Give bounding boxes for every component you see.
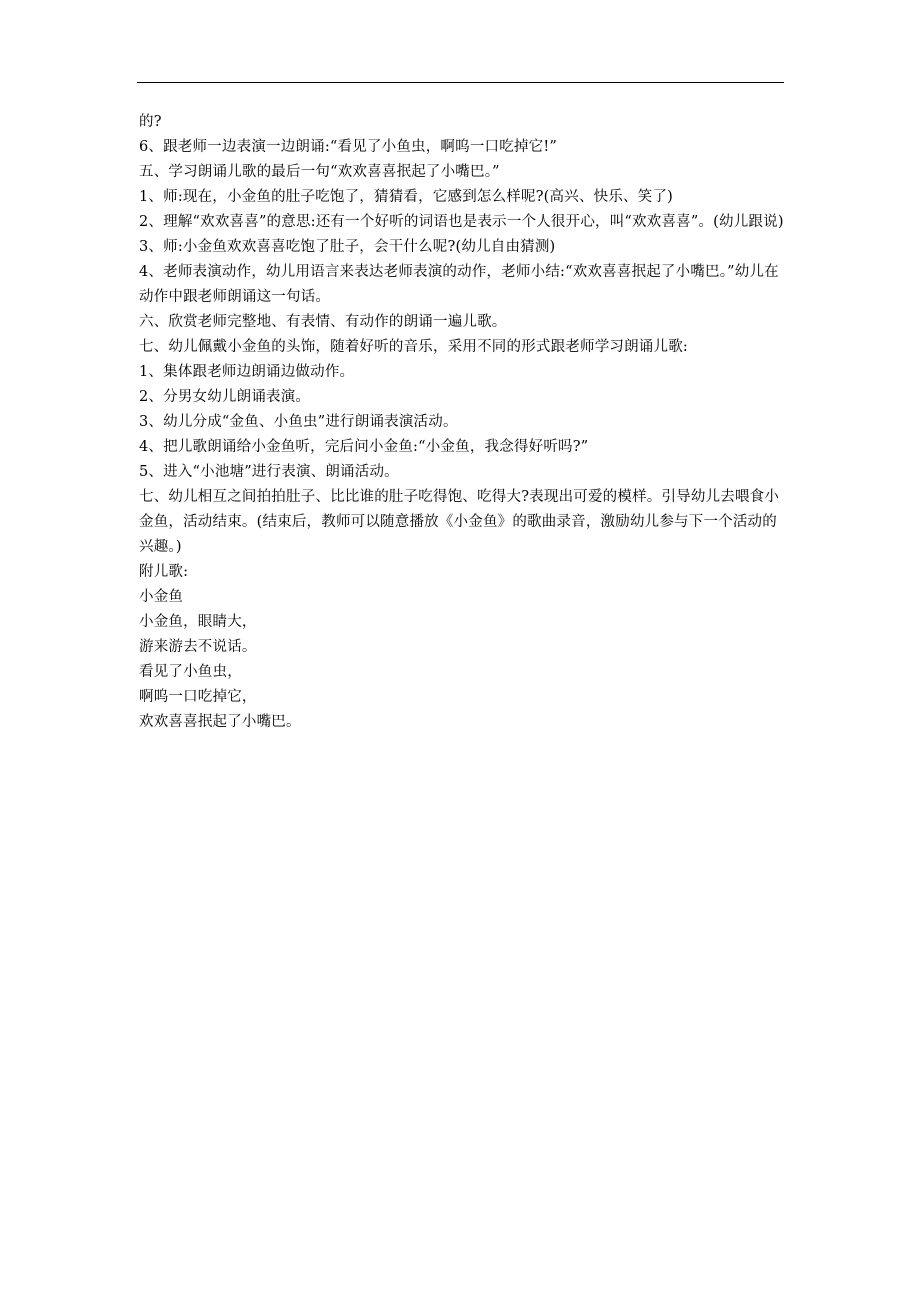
paragraph: 4、老师表演动作，幼儿用语言来表达老师表演的动作，老师小结:“欢欢喜喜抿起了小嘴巴。”幼儿在动作中跟老师朗诵这一句话。 (139, 264, 779, 305)
paragraph: 1、师:现在，小金鱼的肚子吃饱了，猜猜看，它感到怎么样呢?(高兴、快乐、笑了) (139, 189, 673, 205)
appendix-label: 附儿歌: (139, 564, 189, 580)
paragraph: 3、师:小金鱼欢欢喜喜吃饱了肚子，会干什么呢?(幼儿自由猜测) (139, 239, 556, 255)
paragraph: 4、把儿歌朗诵给小金鱼听，完后问小金鱼:“小金鱼，我念得好听吗?” (139, 439, 589, 455)
paragraph: 6、跟老师一边表演一边朗诵:“看见了小鱼虫，啊呜一口吃掉它!” (139, 139, 557, 155)
section-heading: 五、学习朗诵儿歌的最后一句“欢欢喜喜抿起了小嘴巴。” (139, 164, 500, 180)
paragraph: 2、理解“欢欢喜喜”的意思:还有一个好听的词语也是表示一个人很开心，叫“欢欢喜喜”。(幼儿跟说) (139, 214, 784, 230)
poem-line: 小金鱼，眼睛大， (139, 614, 257, 630)
header-divider (137, 82, 784, 83)
poem-line: 看见了小鱼虫， (139, 664, 242, 680)
poem-title: 小金鱼 (139, 589, 184, 605)
section-heading: 七、幼儿佩戴小金鱼的头饰，随着好听的音乐，采用不同的形式跟老师学习朗诵儿歌: (139, 339, 688, 355)
poem-line: 游来游去不说话。 (139, 639, 257, 655)
poem-line: 欢欢喜喜抿起了小嘴巴。 (139, 714, 301, 730)
paragraph: 1、集体跟老师边朗诵边做动作。 (139, 364, 355, 380)
section-heading: 六、欣赏老师完整地、有表情、有动作的朗诵一遍儿歌。 (139, 314, 507, 330)
poem-line: 啊呜一口吃掉它， (139, 689, 257, 705)
paragraph: 5、进入“小池塘”进行表演、朗诵活动。 (139, 464, 399, 480)
paragraph: 3、幼儿分成“金鱼、小鱼虫”进行朗诵表演活动。 (139, 414, 458, 430)
paragraph: 的? (139, 114, 162, 130)
section-heading: 七、幼儿相互之间拍拍肚子、比比谁的肚子吃得饱、吃得大?表现出可爱的模样。引导幼儿去喂食小金鱼，活动结束。(结束后，教师可以随意播放《小金鱼》的歌曲录音，激励幼儿参与下一个活动的兴趣。) (139, 489, 780, 555)
paragraph: 2、分男女幼儿朗诵表演。 (139, 389, 311, 405)
document-body (139, 110, 785, 735)
